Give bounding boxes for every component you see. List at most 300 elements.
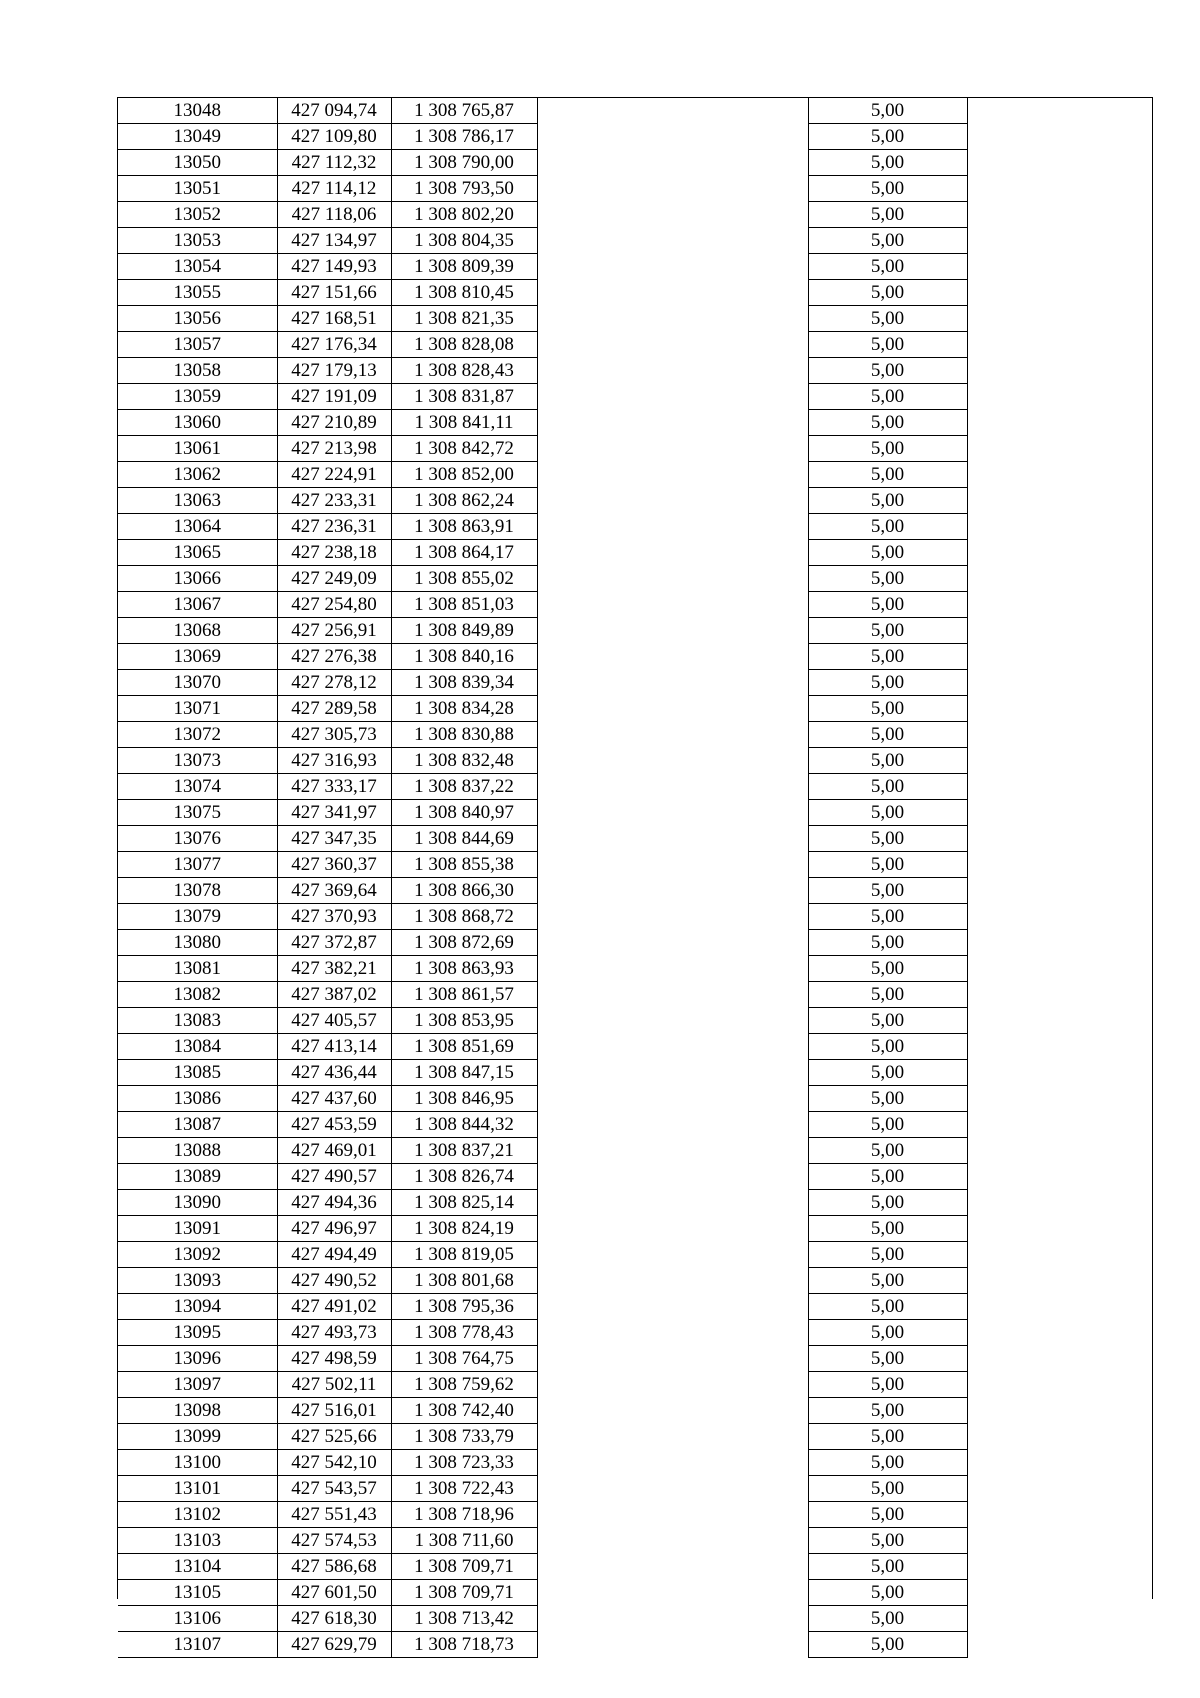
empty-cell (537, 800, 808, 826)
value-cell: 5,00 (808, 1606, 967, 1632)
value-cell: 5,00 (808, 1008, 967, 1034)
point-number-cell: 13076 (118, 826, 277, 852)
empty-cell (537, 1268, 808, 1294)
value-cell: 5,00 (808, 202, 967, 228)
empty-cell (537, 1372, 808, 1398)
empty-cell (537, 566, 808, 592)
table-row (118, 1060, 1152, 1086)
y-coordinate-cell: 1 308 868,72 (391, 904, 537, 930)
x-coordinate-cell: 427 413,14 (277, 1034, 391, 1060)
x-coordinate-cell: 427 436,44 (277, 1060, 391, 1086)
x-coordinate-cell: 427 405,57 (277, 1008, 391, 1034)
coordinate-table-page (117, 97, 1153, 1655)
value-cell: 5,00 (808, 618, 967, 644)
value-cell: 5,00 (808, 878, 967, 904)
table-row (118, 358, 1152, 384)
point-number-cell: 13104 (118, 1554, 277, 1580)
x-coordinate-cell: 427 236,31 (277, 514, 391, 540)
y-coordinate-cell: 1 308 864,17 (391, 540, 537, 566)
x-coordinate-cell: 427 210,89 (277, 410, 391, 436)
empty-cell (967, 1320, 1152, 1346)
empty-cell (537, 878, 808, 904)
empty-cell (967, 1242, 1152, 1268)
y-coordinate-cell: 1 308 849,89 (391, 618, 537, 644)
point-number-cell: 13071 (118, 696, 277, 722)
point-number-cell: 13054 (118, 254, 277, 280)
empty-cell (967, 670, 1152, 696)
table-row (118, 618, 1152, 644)
value-cell: 5,00 (808, 1632, 967, 1658)
x-coordinate-cell: 427 491,02 (277, 1294, 391, 1320)
y-coordinate-cell: 1 308 742,40 (391, 1398, 537, 1424)
x-coordinate-cell: 427 370,93 (277, 904, 391, 930)
value-cell: 5,00 (808, 1502, 967, 1528)
value-cell: 5,00 (808, 436, 967, 462)
value-cell: 5,00 (808, 1034, 967, 1060)
x-coordinate-cell: 427 305,73 (277, 722, 391, 748)
x-coordinate-cell: 427 278,12 (277, 670, 391, 696)
x-coordinate-cell: 427 149,93 (277, 254, 391, 280)
empty-cell (967, 774, 1152, 800)
empty-cell (967, 1034, 1152, 1060)
y-coordinate-cell: 1 308 793,50 (391, 176, 537, 202)
point-number-cell: 13075 (118, 800, 277, 826)
table-row (118, 436, 1152, 462)
empty-cell (537, 1346, 808, 1372)
empty-cell (537, 1138, 808, 1164)
point-number-cell: 13063 (118, 488, 277, 514)
value-cell: 5,00 (808, 1190, 967, 1216)
empty-cell (537, 202, 808, 228)
empty-cell (537, 488, 808, 514)
x-coordinate-cell: 427 213,98 (277, 436, 391, 462)
empty-cell (967, 462, 1152, 488)
empty-cell (537, 436, 808, 462)
value-cell: 5,00 (808, 1346, 967, 1372)
empty-cell (967, 1372, 1152, 1398)
point-number-cell: 13072 (118, 722, 277, 748)
table-row (118, 696, 1152, 722)
y-coordinate-cell: 1 308 855,02 (391, 566, 537, 592)
empty-cell (967, 748, 1152, 774)
table-row (118, 852, 1152, 878)
empty-cell (537, 1112, 808, 1138)
value-cell: 5,00 (808, 1450, 967, 1476)
x-coordinate-cell: 427 233,31 (277, 488, 391, 514)
empty-cell (967, 488, 1152, 514)
y-coordinate-cell: 1 308 863,93 (391, 956, 537, 982)
table-row (118, 800, 1152, 826)
value-cell: 5,00 (808, 800, 967, 826)
x-coordinate-cell: 427 168,51 (277, 306, 391, 332)
point-number-cell: 13105 (118, 1580, 277, 1606)
x-coordinate-cell: 427 112,32 (277, 150, 391, 176)
table-row (118, 722, 1152, 748)
value-cell: 5,00 (808, 1164, 967, 1190)
empty-cell (537, 670, 808, 696)
empty-cell (537, 1190, 808, 1216)
value-cell: 5,00 (808, 150, 967, 176)
y-coordinate-cell: 1 308 802,20 (391, 202, 537, 228)
value-cell: 5,00 (808, 1060, 967, 1086)
empty-cell (537, 176, 808, 202)
point-number-cell: 13066 (118, 566, 277, 592)
y-coordinate-cell: 1 308 801,68 (391, 1268, 537, 1294)
value-cell: 5,00 (808, 1398, 967, 1424)
table-row (118, 982, 1152, 1008)
table-row (118, 540, 1152, 566)
value-cell: 5,00 (808, 1294, 967, 1320)
y-coordinate-cell: 1 308 711,60 (391, 1528, 537, 1554)
y-coordinate-cell: 1 308 826,74 (391, 1164, 537, 1190)
empty-cell (537, 1060, 808, 1086)
empty-cell (967, 1528, 1152, 1554)
empty-cell (537, 228, 808, 254)
table-row (118, 930, 1152, 956)
empty-cell (967, 202, 1152, 228)
y-coordinate-cell: 1 308 723,33 (391, 1450, 537, 1476)
point-number-cell: 13107 (118, 1632, 277, 1658)
empty-cell (967, 1164, 1152, 1190)
point-number-cell: 13056 (118, 306, 277, 332)
empty-cell (537, 826, 808, 852)
value-cell: 5,00 (808, 176, 967, 202)
table-row (118, 1528, 1152, 1554)
point-number-cell: 13100 (118, 1450, 277, 1476)
point-number-cell: 13074 (118, 774, 277, 800)
point-number-cell: 13050 (118, 150, 277, 176)
table-row (118, 1294, 1152, 1320)
value-cell: 5,00 (808, 1138, 967, 1164)
empty-cell (967, 410, 1152, 436)
point-number-cell: 13070 (118, 670, 277, 696)
empty-cell (967, 1398, 1152, 1424)
y-coordinate-cell: 1 308 709,71 (391, 1580, 537, 1606)
value-cell: 5,00 (808, 410, 967, 436)
empty-cell (537, 410, 808, 436)
empty-cell (537, 618, 808, 644)
table-row (118, 488, 1152, 514)
empty-cell (967, 1216, 1152, 1242)
y-coordinate-cell: 1 308 764,75 (391, 1346, 537, 1372)
x-coordinate-cell: 427 341,97 (277, 800, 391, 826)
x-coordinate-cell: 427 224,91 (277, 462, 391, 488)
x-coordinate-cell: 427 238,18 (277, 540, 391, 566)
x-coordinate-cell: 427 629,79 (277, 1632, 391, 1658)
value-cell: 5,00 (808, 254, 967, 280)
x-coordinate-cell: 427 254,80 (277, 592, 391, 618)
empty-cell (967, 904, 1152, 930)
y-coordinate-cell: 1 308 825,14 (391, 1190, 537, 1216)
empty-cell (967, 1190, 1152, 1216)
table-row (118, 1632, 1152, 1658)
empty-cell (537, 1476, 808, 1502)
y-coordinate-cell: 1 308 804,35 (391, 228, 537, 254)
y-coordinate-cell: 1 308 786,17 (391, 124, 537, 150)
empty-cell (967, 618, 1152, 644)
empty-cell (537, 1502, 808, 1528)
y-coordinate-cell: 1 308 840,16 (391, 644, 537, 670)
point-number-cell: 13102 (118, 1502, 277, 1528)
empty-cell (537, 852, 808, 878)
empty-cell (537, 332, 808, 358)
y-coordinate-cell: 1 308 852,00 (391, 462, 537, 488)
point-number-cell: 13099 (118, 1424, 277, 1450)
empty-cell (537, 98, 808, 124)
empty-cell (537, 1164, 808, 1190)
empty-cell (537, 748, 808, 774)
value-cell: 5,00 (808, 1424, 967, 1450)
table-row (118, 462, 1152, 488)
empty-cell (967, 540, 1152, 566)
value-cell: 5,00 (808, 384, 967, 410)
value-cell: 5,00 (808, 904, 967, 930)
empty-cell (967, 930, 1152, 956)
point-number-cell: 13087 (118, 1112, 277, 1138)
x-coordinate-cell: 427 437,60 (277, 1086, 391, 1112)
empty-cell (967, 1554, 1152, 1580)
empty-cell (537, 462, 808, 488)
empty-cell (967, 1424, 1152, 1450)
empty-cell (537, 150, 808, 176)
x-coordinate-cell: 427 094,74 (277, 98, 391, 124)
value-cell: 5,00 (808, 592, 967, 618)
empty-cell (967, 332, 1152, 358)
value-cell: 5,00 (808, 566, 967, 592)
table-row (118, 1424, 1152, 1450)
point-number-cell: 13081 (118, 956, 277, 982)
table-row (118, 1112, 1152, 1138)
table-row (118, 176, 1152, 202)
value-cell: 5,00 (808, 98, 967, 124)
y-coordinate-cell: 1 308 841,11 (391, 410, 537, 436)
y-coordinate-cell: 1 308 831,87 (391, 384, 537, 410)
y-coordinate-cell: 1 308 828,43 (391, 358, 537, 384)
empty-cell (967, 1138, 1152, 1164)
empty-cell (537, 1008, 808, 1034)
point-number-cell: 13079 (118, 904, 277, 930)
point-number-cell: 13086 (118, 1086, 277, 1112)
empty-cell (967, 1606, 1152, 1632)
empty-cell (537, 1606, 808, 1632)
empty-cell (537, 1398, 808, 1424)
value-cell: 5,00 (808, 280, 967, 306)
point-number-cell: 13052 (118, 202, 277, 228)
empty-cell (967, 1268, 1152, 1294)
y-coordinate-cell: 1 308 790,00 (391, 150, 537, 176)
empty-cell (537, 644, 808, 670)
point-number-cell: 13103 (118, 1528, 277, 1554)
value-cell: 5,00 (808, 540, 967, 566)
y-coordinate-cell: 1 308 718,73 (391, 1632, 537, 1658)
empty-cell (967, 1294, 1152, 1320)
value-cell: 5,00 (808, 1112, 967, 1138)
empty-cell (537, 254, 808, 280)
y-coordinate-cell: 1 308 795,36 (391, 1294, 537, 1320)
x-coordinate-cell: 427 496,97 (277, 1216, 391, 1242)
value-cell: 5,00 (808, 696, 967, 722)
y-coordinate-cell: 1 308 709,71 (391, 1554, 537, 1580)
empty-cell (967, 150, 1152, 176)
point-number-cell: 13051 (118, 176, 277, 202)
value-cell: 5,00 (808, 124, 967, 150)
value-cell: 5,00 (808, 670, 967, 696)
y-coordinate-cell: 1 308 842,72 (391, 436, 537, 462)
point-number-cell: 13083 (118, 1008, 277, 1034)
table-row (118, 1008, 1152, 1034)
x-coordinate-cell: 427 543,57 (277, 1476, 391, 1502)
x-coordinate-cell: 427 542,10 (277, 1450, 391, 1476)
table-row (118, 1372, 1152, 1398)
point-number-cell: 13062 (118, 462, 277, 488)
x-coordinate-cell: 427 601,50 (277, 1580, 391, 1606)
point-number-cell: 13060 (118, 410, 277, 436)
table-row (118, 150, 1152, 176)
table-row (118, 1606, 1152, 1632)
table-row (118, 202, 1152, 228)
point-number-cell: 13092 (118, 1242, 277, 1268)
y-coordinate-cell: 1 308 839,34 (391, 670, 537, 696)
x-coordinate-cell: 427 525,66 (277, 1424, 391, 1450)
value-cell: 5,00 (808, 1554, 967, 1580)
empty-cell (537, 1294, 808, 1320)
empty-cell (537, 1242, 808, 1268)
x-coordinate-cell: 427 289,58 (277, 696, 391, 722)
y-coordinate-cell: 1 308 853,95 (391, 1008, 537, 1034)
table-row (118, 1502, 1152, 1528)
empty-cell (967, 722, 1152, 748)
x-coordinate-cell: 427 369,64 (277, 878, 391, 904)
empty-cell (967, 176, 1152, 202)
y-coordinate-cell: 1 308 840,97 (391, 800, 537, 826)
point-number-cell: 13084 (118, 1034, 277, 1060)
value-cell: 5,00 (808, 826, 967, 852)
table-row (118, 254, 1152, 280)
empty-cell (537, 956, 808, 982)
value-cell: 5,00 (808, 644, 967, 670)
table-row (118, 1190, 1152, 1216)
y-coordinate-cell: 1 308 832,48 (391, 748, 537, 774)
empty-cell (537, 306, 808, 332)
x-coordinate-cell: 427 586,68 (277, 1554, 391, 1580)
empty-cell (967, 254, 1152, 280)
y-coordinate-cell: 1 308 844,32 (391, 1112, 537, 1138)
x-coordinate-cell: 427 493,73 (277, 1320, 391, 1346)
x-coordinate-cell: 427 114,12 (277, 176, 391, 202)
point-number-cell: 13048 (118, 98, 277, 124)
empty-cell (967, 514, 1152, 540)
y-coordinate-cell: 1 308 847,15 (391, 1060, 537, 1086)
table-row (118, 514, 1152, 540)
y-coordinate-cell: 1 308 846,95 (391, 1086, 537, 1112)
x-coordinate-cell: 427 469,01 (277, 1138, 391, 1164)
x-coordinate-cell: 427 151,66 (277, 280, 391, 306)
x-coordinate-cell: 427 498,59 (277, 1346, 391, 1372)
empty-cell (967, 592, 1152, 618)
table-row (118, 124, 1152, 150)
value-cell: 5,00 (808, 358, 967, 384)
point-number-cell: 13053 (118, 228, 277, 254)
table-row (118, 384, 1152, 410)
table-row (118, 1398, 1152, 1424)
point-number-cell: 13068 (118, 618, 277, 644)
empty-cell (537, 1086, 808, 1112)
x-coordinate-cell: 427 387,02 (277, 982, 391, 1008)
x-coordinate-cell: 427 109,80 (277, 124, 391, 150)
point-number-cell: 13058 (118, 358, 277, 384)
empty-cell (967, 696, 1152, 722)
y-coordinate-cell: 1 308 851,69 (391, 1034, 537, 1060)
x-coordinate-cell: 427 494,36 (277, 1190, 391, 1216)
y-coordinate-cell: 1 308 718,96 (391, 1502, 537, 1528)
empty-cell (967, 1346, 1152, 1372)
x-coordinate-cell: 427 256,91 (277, 618, 391, 644)
x-coordinate-cell: 427 179,13 (277, 358, 391, 384)
y-coordinate-cell: 1 308 810,45 (391, 280, 537, 306)
x-coordinate-cell: 427 382,21 (277, 956, 391, 982)
point-number-cell: 13059 (118, 384, 277, 410)
point-number-cell: 13098 (118, 1398, 277, 1424)
table-row (118, 1216, 1152, 1242)
point-number-cell: 13088 (118, 1138, 277, 1164)
empty-cell (967, 1476, 1152, 1502)
value-cell: 5,00 (808, 956, 967, 982)
x-coordinate-cell: 427 347,35 (277, 826, 391, 852)
point-number-cell: 13090 (118, 1190, 277, 1216)
value-cell: 5,00 (808, 306, 967, 332)
empty-cell (967, 436, 1152, 462)
point-number-cell: 13067 (118, 592, 277, 618)
point-number-cell: 13089 (118, 1164, 277, 1190)
empty-cell (967, 800, 1152, 826)
x-coordinate-cell: 427 249,09 (277, 566, 391, 592)
x-coordinate-cell: 427 502,11 (277, 1372, 391, 1398)
value-cell: 5,00 (808, 722, 967, 748)
x-coordinate-cell: 427 134,97 (277, 228, 391, 254)
table-row (118, 1320, 1152, 1346)
value-cell: 5,00 (808, 332, 967, 358)
x-coordinate-cell: 427 490,57 (277, 1164, 391, 1190)
value-cell: 5,00 (808, 982, 967, 1008)
x-coordinate-cell: 427 372,87 (277, 930, 391, 956)
table-row (118, 670, 1152, 696)
empty-cell (967, 826, 1152, 852)
point-number-cell: 13094 (118, 1294, 277, 1320)
y-coordinate-cell: 1 308 855,38 (391, 852, 537, 878)
empty-cell (967, 566, 1152, 592)
table-row (118, 1138, 1152, 1164)
y-coordinate-cell: 1 308 861,57 (391, 982, 537, 1008)
y-coordinate-cell: 1 308 722,43 (391, 1476, 537, 1502)
table-row (118, 1476, 1152, 1502)
empty-cell (537, 540, 808, 566)
x-coordinate-cell: 427 516,01 (277, 1398, 391, 1424)
table-row (118, 774, 1152, 800)
x-coordinate-cell: 427 276,38 (277, 644, 391, 670)
table-row (118, 1580, 1152, 1606)
empty-cell (537, 1632, 808, 1658)
x-coordinate-cell: 427 333,17 (277, 774, 391, 800)
table-row (118, 1086, 1152, 1112)
empty-cell (537, 384, 808, 410)
empty-cell (537, 358, 808, 384)
x-coordinate-cell: 427 574,53 (277, 1528, 391, 1554)
value-cell: 5,00 (808, 774, 967, 800)
empty-cell (967, 384, 1152, 410)
point-number-cell: 13073 (118, 748, 277, 774)
value-cell: 5,00 (808, 488, 967, 514)
empty-cell (537, 1320, 808, 1346)
